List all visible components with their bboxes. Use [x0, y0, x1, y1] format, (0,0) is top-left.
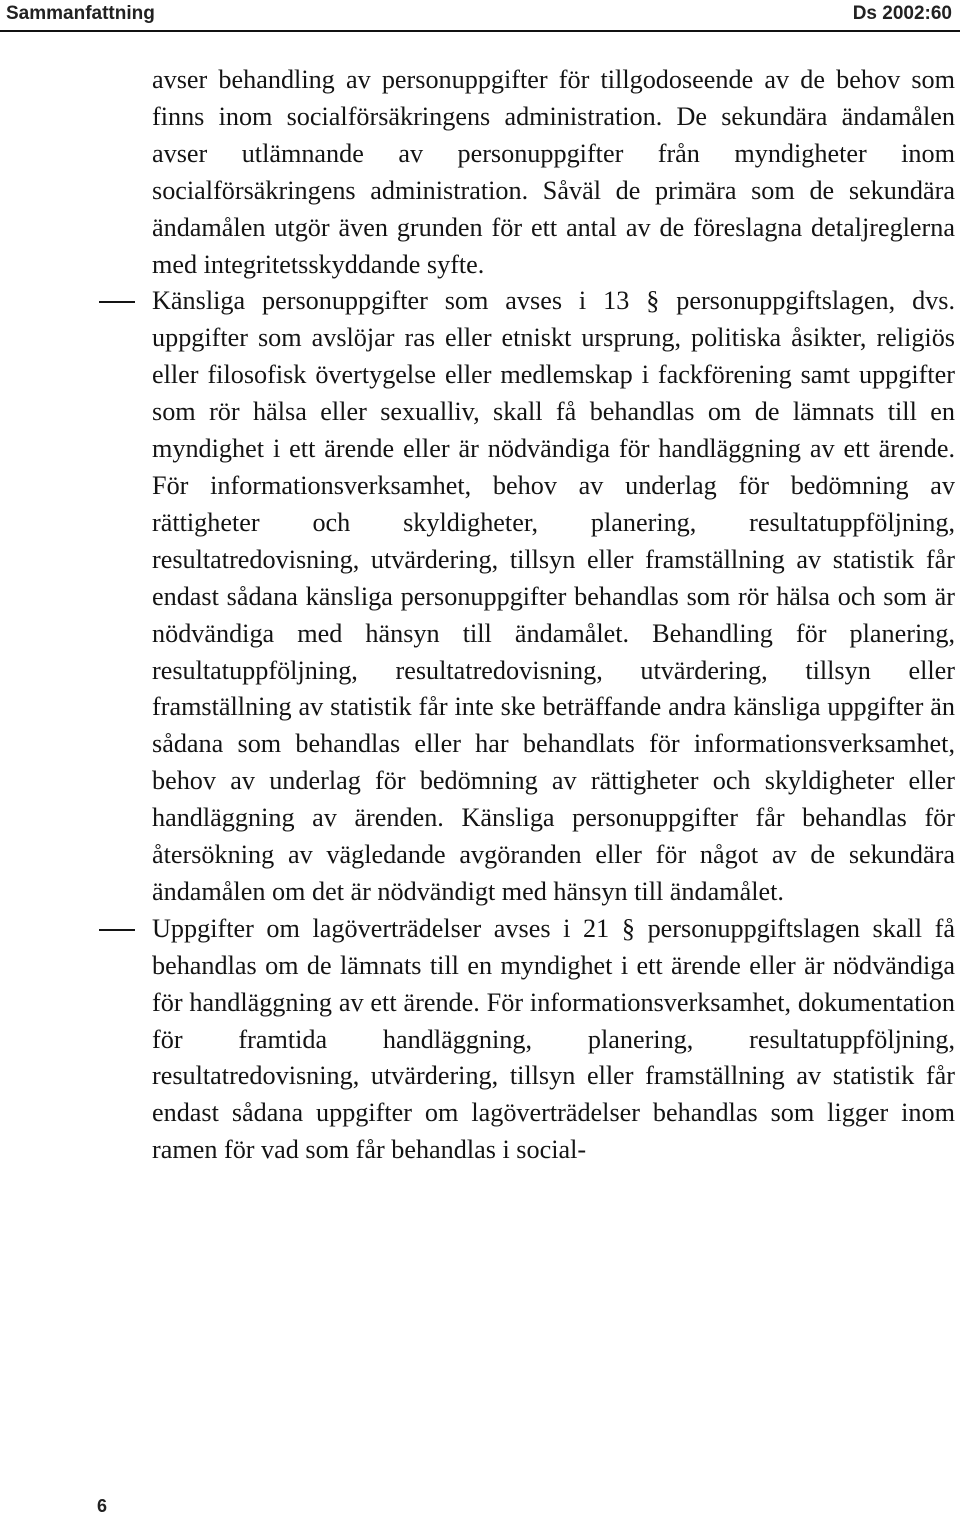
dash-bullet-icon: [99, 301, 135, 303]
running-header: [6, 3, 952, 29]
document-id: Ds 2002:60: [852, 3, 952, 24]
bullet-item-offences: [152, 911, 955, 1169]
bullet-text: Känsliga personuppgifter som avses i 13 § personuppgiftslagen, dvs. uppgifter som avslöjar ras eller etniskt ursprung, politiska åsikter, religiös eller filosofisk övertygelse eller medlemskap i fackförening samt uppgifter som rör hälsa eller sexualliv, skall få behandlas om de lämnats till en myndighet i ett ärende eller är nödvändiga för handläggning av ett ärende. För informationsverksamhet, behov av underlag för bedömning av rättigheter och skyldigheter, planering, resultatuppföljning, resultatredovisning, utvärdering, tillsyn eller framställning av statistik får endast sådana känsliga personuppgifter behandlas som rör hälsa och som är nödvändiga med hänsyn till ändamålet. Behandling för planering, resultatuppföljning, resultatredovisning, utvärdering, tillsyn eller framställning av statistik får inte ske beträffande andra känsliga uppgifter än sådana som behandlas eller har behandlats för informationsverksamhet, behov av underlag för bedömning av rättigheter och skyldigheter eller handläggning av ärenden. Känsliga personuppgifter får behandlas för återsökning av vägledande avgöranden eller för något av de sekundära ändamålen om det är nödvändigt med hänsyn till ändamålet.: [152, 286, 955, 906]
body-paragraph: avser behandling av personuppgifter för tillgodoseende av de behov som finns inom socialförsäkringens administration. De sekundära ändamålen avser utlämnande av personuppgifter från myndigheter inom socialförsäkringens administration. Såväl de primära som de sekundära ändamålen utgör även grunden för ett antal av de föreslagna detaljreglerna med integritetsskyddande syfte.: [152, 65, 955, 279]
page-body: [152, 62, 955, 1169]
header-rule: [0, 30, 960, 32]
dash-bullet-icon: [99, 929, 135, 931]
bullet-text: Uppgifter om lagöverträdelser avses i 21 § personuppgiftslagen skall få behandlas om de lämnats till en myndighet i ett ärende eller är nödvändiga för handläggning av ett ärende. För informationsverksamhet, dokumentation för framtida handläggning, planering, resultatuppföljning, resultatredovisning, utvärdering, tillsyn eller framställning av statistik får endast sådana uppgifter om lagöverträdelser behandlas som ligger inom ramen för vad som får behandlas i social-: [152, 913, 955, 1165]
page-number: 6: [97, 1496, 108, 1516]
bullet-item-sensitive-data: [152, 283, 955, 910]
section-title: Sammanfattning: [6, 3, 155, 24]
